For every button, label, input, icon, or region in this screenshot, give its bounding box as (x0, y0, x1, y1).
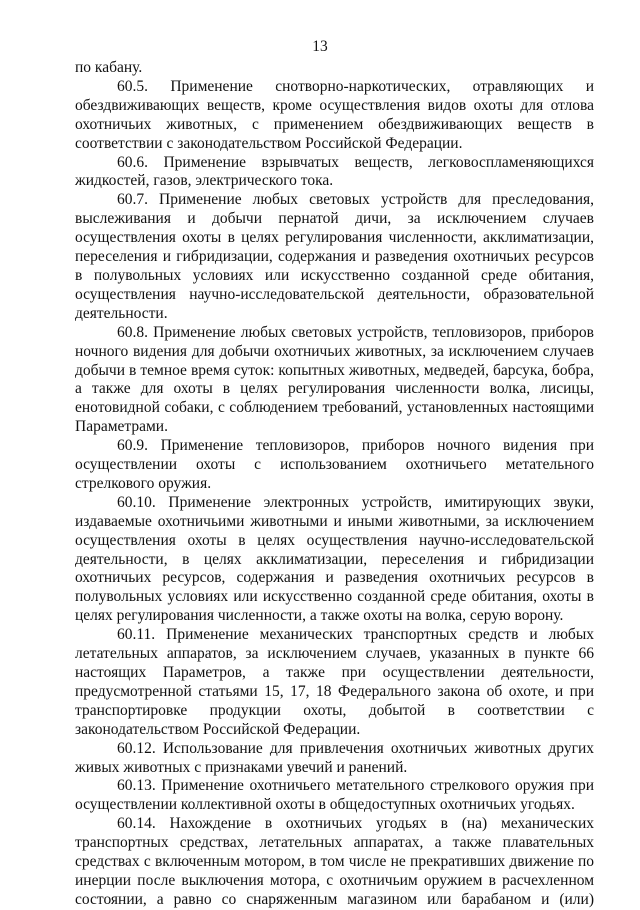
paragraph-60-8: 60.8. Применение любых световых устройств, тепловизоров, приборов ночного видения для добычи охотничьих животных, за исключением случаев добычи в темное время суток: копытных животных, медведей, барсука, бобра, а также для охоты в целях регулирования численности волка, лисицы, енотовидной собаки, с соблюдением требований, установленных настоящими Параметрами. (75, 323, 594, 436)
paragraph-continuation: по кабану. (75, 59, 143, 76)
paragraph-60-9: 60.9. Применение тепловизоров, приборов ночного видения при осуществлении охоты с использованием охотничьего метательного стрелкового оружия. (75, 437, 594, 492)
page-number: 13 (312, 38, 328, 55)
paragraph-60-7: 60.7. Применение любых световых устройств для преследования, выслеживания и добычи пернатой дичи, за исключением случаев осуществления охоты в целях регулирования численности, акклиматизации, переселения и гибридизации, содержания и разведения охотничьих ресурсов в полувольных условиях или искусственно созданной среде обитания, осуществления научно-исследовательской деятельности, образовательной деятельности. (75, 191, 594, 322)
paragraph-60-10: 60.10. Применение электронных устройств, имитирующих звуки, издаваемые охотничьими животными и иными животными, за исключением осуществления охоты в целях осуществления научно-исследовательской деятельности, в целях акклиматизации, переселения и гибридизации охотничьих ресурсов, содержания и разведения охотничьих ресурсов в полувольных условиях или искусственно созданной среде обитания, охоты в целях регулирования численности, а также охоты на волка, серую ворону. (75, 493, 594, 625)
paragraph-60-11: 60.11. Применение механических транспортных средств и любых летательных аппаратов, за исключением случаев, указанных в пункте 66 настоящих Параметров, а также при осуществлении деятельности, предусмотренной статьями 15, 17, 18 Федерального закона об охоте, и при транспортировке продукции охоты, добытой в соответствии с законодательством Российской Федерации. (75, 626, 594, 738)
paragraph-60-6: 60.6. Применение взрывчатых веществ, легковоспламеняющихся жидкостей, газов, электрического тока. (75, 153, 594, 190)
paragraph-60-12: 60.12. Использование для привлечения охотничьих животных других живых животных с признаками увечий и ранений. (75, 739, 594, 776)
paragraph-60-5: 60.5. Применение снотворно-наркотических, отравляющих и обездвиживающих веществ, кроме осуществления видов охоты для отлова охотничьих животных, с применением обездвиживающих веществ в соответствии с законодательством Российской Федерации. (75, 77, 594, 152)
paragraph-60-14: 60.14. Нахождение в охотничьих угодьях в (на) механических транспортных средствах, летательных аппаратах, а также плавательных средствах с включенным мотором, в том числе не прекративших движение по инерции после выключения мотора, с охотничьим оружием в расчехленном состоянии, а равно со снаряженным магазином или барабаном и (или) (75, 815, 594, 908)
document-body (75, 59, 594, 910)
paragraph-60-13: 60.13. Применение охотничьего метательного стрелкового оружия при осуществлении коллективной охоты в общедоступных охотничьих угодьях. (75, 777, 594, 814)
